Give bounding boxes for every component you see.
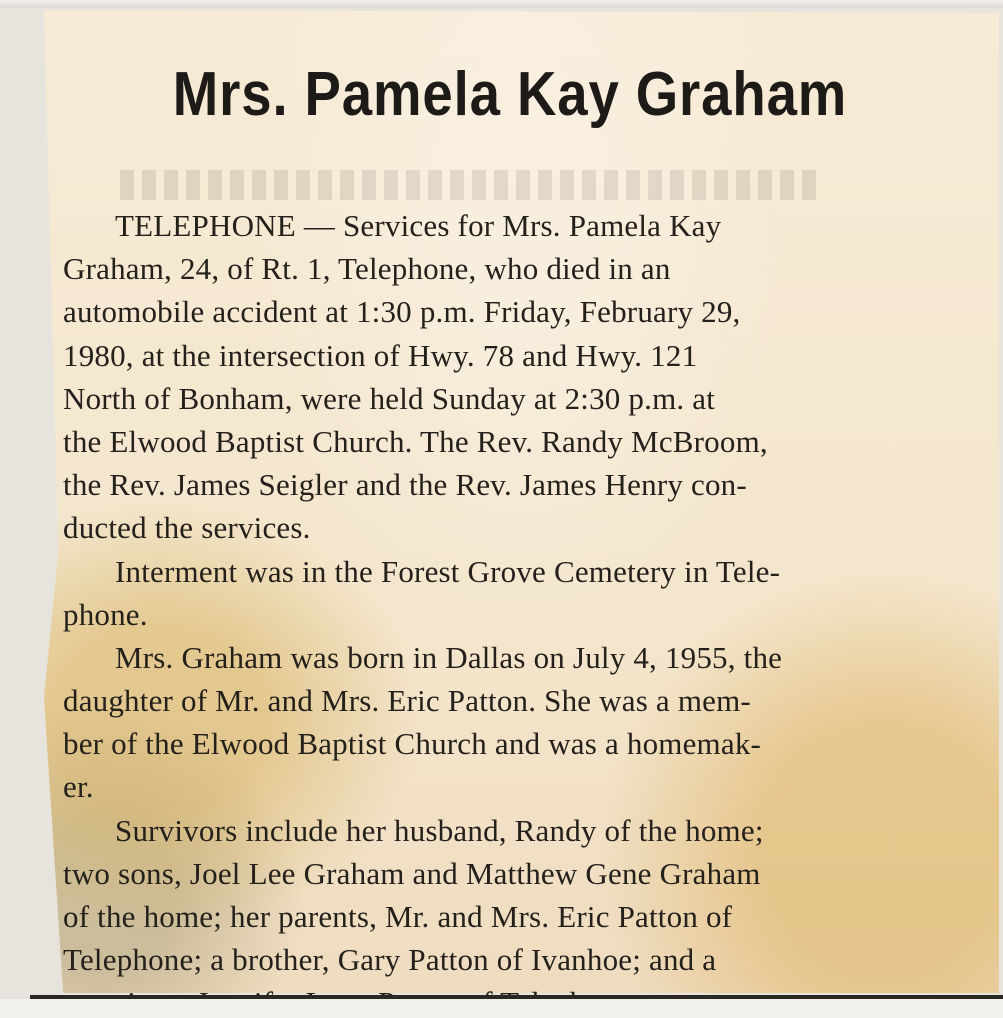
text-line: two sons, Joel Lee Graham and Matthew Gene Graham — [63, 855, 761, 891]
obituary-body — [63, 204, 993, 1018]
text-line: North of Bonham, were held Sunday at 2:30 p.m. at — [63, 380, 716, 416]
text-line: ducted the services. — [63, 510, 311, 546]
text-line: Telephone; a brother, Gary Patton of Ivanhoe; and a — [63, 942, 717, 978]
text-line: automobile accident at 1:30 p.m. Friday, February 29, — [63, 294, 741, 330]
text-line: Survivors include her husband, Randy of the home; — [115, 812, 764, 848]
top-divider — [0, 0, 1003, 8]
text-line: the Rev. James Seigler and the Rev. James Henry con- — [63, 467, 747, 503]
bleed-through-print — [120, 170, 820, 200]
text-line: of the home; her parents, Mr. and Mrs. Eric Patton of — [63, 899, 733, 934]
text-line: phone. — [63, 596, 148, 632]
text-line: er. — [63, 769, 94, 805]
page-margin — [0, 999, 1003, 1018]
text-line: Graham, 24, of Rt. 1, Telephone, who died in an — [63, 251, 671, 287]
text-line: 1980, at the intersection of Hwy. 78 and Hwy. 121 — [63, 337, 698, 373]
text-line: ber of the Elwood Baptist Church and was a homemak- — [63, 726, 762, 762]
obituary-headline: Mrs. Pamela Kay Graham — [172, 60, 848, 129]
text-line: Mrs. Graham was born in Dallas on July 4, 1955, the — [115, 639, 783, 675]
text-line: TELEPHONE — Services for Mrs. Pamela Kay — [115, 208, 722, 243]
text-line: Interment was in the Forest Grove Cemetery in Tele- — [115, 553, 781, 589]
text-line: the Elwood Baptist Church. The Rev. Randy McBroom, — [63, 423, 768, 459]
text-line: daughter of Mr. and Mrs. Eric Patton. She was a mem- — [63, 683, 751, 719]
